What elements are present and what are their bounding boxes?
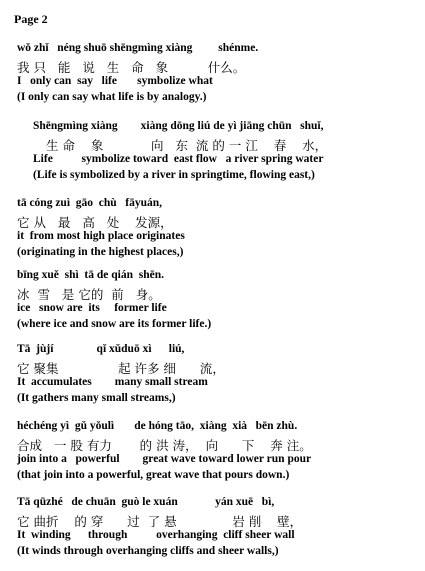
pinyin-line: Shēngmìng xiàng xiàng dōng liú de yì jiāng chūn shuǐ,	[33, 120, 324, 132]
hanzi-line: 生 命 象 向 东 流 的 一 江 春 水，	[46, 138, 328, 153]
hanzi-line: 它 曲折 的 穿 过 了 悬 岩 削 壁，	[17, 514, 303, 529]
gloss-line: it from most high place originates	[17, 230, 185, 242]
pinyin-line: Tā qūzhé de chuān guò le xuán yán xuē bì,	[17, 496, 275, 508]
gloss-line: Life symbolize toward east flow a river spring water	[33, 153, 324, 165]
pinyin-line: héchéng yì gǔ yǒulì de hóng tāo, xiàng xià bēn zhù.	[17, 420, 298, 432]
gloss-line: I only can say life symbolize what	[17, 75, 213, 87]
pinyin-line: tā cóng zuì gāo chù fāyuán,	[17, 197, 163, 209]
hanzi-line: 它 聚集 起 许多 细 流，	[17, 361, 225, 376]
gloss-line: ice snow are its former life	[17, 302, 167, 314]
translation-line: (It winds through overhanging cliffs and sheer walls,)	[17, 545, 279, 557]
page-title: Page 2	[14, 12, 48, 26]
translation-line: (I only can say what life is by analogy.)	[17, 91, 207, 103]
pinyin-line: bīng xuě shì tā de qián shēn.	[17, 269, 164, 281]
hanzi-line: 它 从 最 高 处 发源，	[17, 215, 173, 230]
hanzi-line: 合成 一 股 有力 的 洪 涛， 向 下 奔 注。	[17, 438, 312, 453]
translation-line: (It gathers many small streams,)	[17, 392, 176, 404]
translation-line: (originating in the highest places,)	[17, 246, 184, 258]
hanzi-line: 冰 雪 是 它的 前 身。	[17, 287, 161, 302]
gloss-line: It accumulates many small stream	[17, 376, 208, 388]
gloss-line: join into a powerful great wave toward lower run pour	[17, 453, 312, 465]
gloss-line: It winding through overhanging cliff sheer wall	[17, 529, 295, 541]
hanzi-line: 我 只 能 说 生 命 象 什么。	[17, 60, 246, 75]
pinyin-line: Tā jùjí qǐ xǔduō xì liú,	[17, 343, 185, 355]
pinyin-line: wǒ zhǐ néng shuō shēngmìng xiàng shénme.	[17, 42, 259, 54]
translation-line: (Life is symbolized by a river in springtime, flowing east,)	[33, 169, 315, 181]
translation-line: (where ice and snow are its former life.)	[17, 318, 212, 330]
translation-line: (that join into a powerful, great wave that pours down.)	[17, 469, 290, 481]
